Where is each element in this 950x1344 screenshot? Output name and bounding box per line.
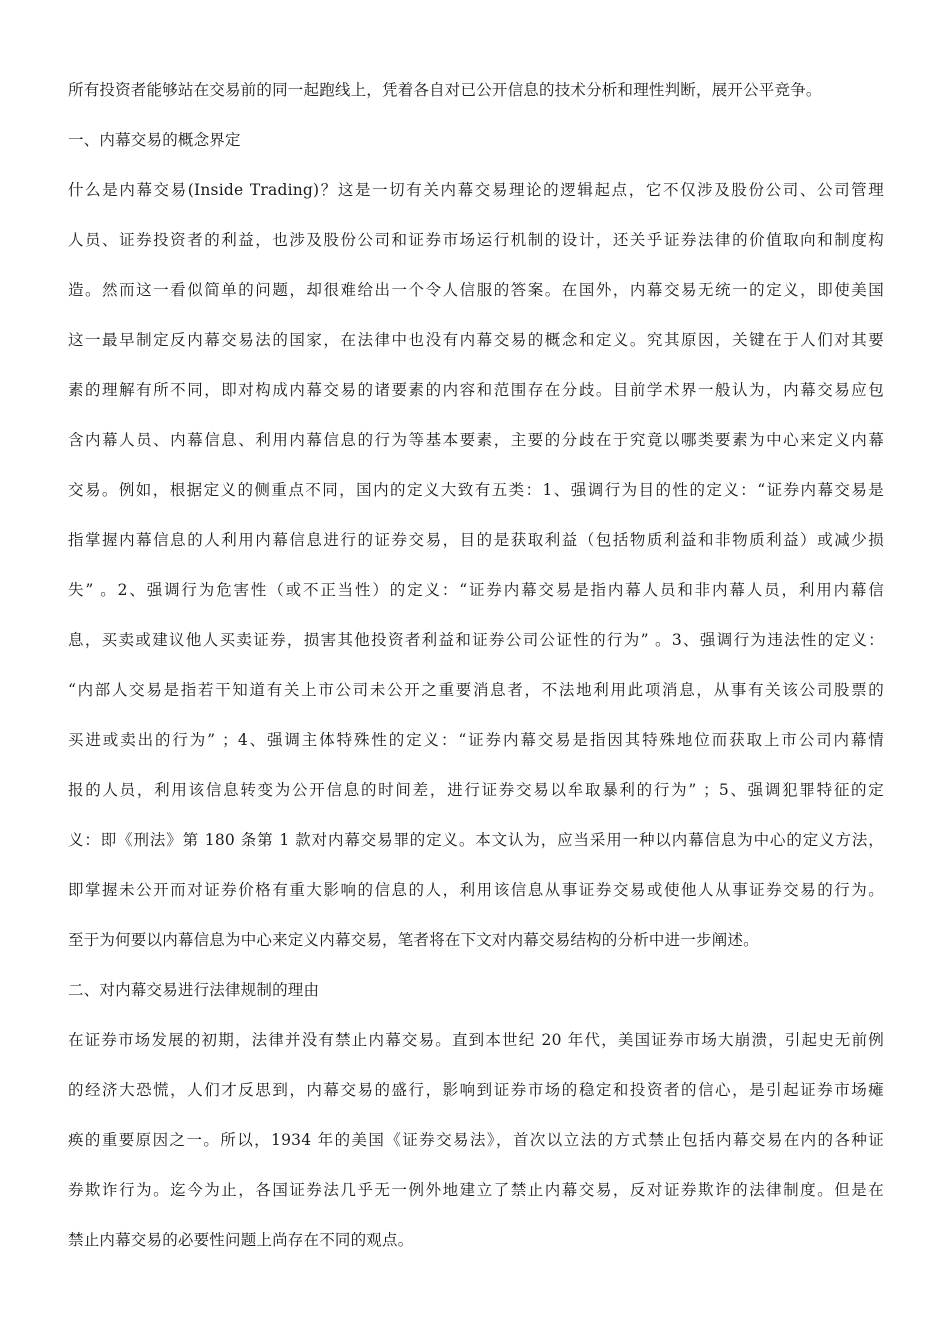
paragraph-line: 即掌握未公开而对证券价格有重大影响的信息的人，利用该信息从事证券交易或使他人从事证券交易的行为。 xyxy=(68,881,884,899)
paragraph-line: 所有投资者能够站在交易前的同一起跑线上，凭着各自对已公开信息的技术分析和理性判断，展开公平竞争。 xyxy=(68,81,822,99)
paragraph-line: 含内幕人员、内幕信息、利用内幕信息的行为等基本要素，主要的分歧在于究竟以哪类要素为中心来定义内幕 xyxy=(68,431,884,449)
paragraph-line: 买进或卖出的行为” ；4、强调主体特殊性的定义：“证券内幕交易是指因其特殊地位而获取上市公司内幕情 xyxy=(68,731,884,749)
paragraph-line: “内部人交易是指若干知道有关上市公司未公开之重要消息者，不法地利用此项消息，从事有关该公司股票的 xyxy=(68,681,884,699)
paragraph-line: 人员、证券投资者的利益，也涉及股份公司和证券市场运行机制的设计，还关乎证券法律的价值取向和制度构 xyxy=(68,231,884,249)
paragraph-line: 在证券市场发展的初期，法律并没有禁止内幕交易。直到本世纪 20 年代，美国证券市场大崩溃，引起史无前例 xyxy=(68,1031,884,1049)
section-heading: 二、对内幕交易进行法律规制的理由 xyxy=(68,981,320,999)
paragraph-line: 的经济大恐慌，人们才反思到，内幕交易的盛行，影响到证券市场的稳定和投资者的信心，是引起证券市场瘫 xyxy=(68,1081,884,1099)
paragraph-line: 交易。例如，根据定义的侧重点不同，国内的定义大致有五类：1、强调行为目的性的定义：“证券内幕交易是 xyxy=(68,481,884,499)
paragraph-line: 素的理解有所不同，即对构成内幕交易的诸要素的内容和范围存在分歧。目前学术界一般认为，内幕交易应包 xyxy=(68,381,884,399)
paragraph-line: 息，买卖或建议他人买卖证券，损害其他投资者利益和证券公司公证性的行为” 。3、强调行为违法性的定义： xyxy=(68,631,884,649)
paragraph-line: 券欺诈行为。迄今为止，各国证券法几乎无一例外地建立了禁止内幕交易，反对证券欺诈的法律制度。但是在 xyxy=(68,1181,884,1199)
paragraph-line: 痪的重要原因之一。所以，1934 年的美国《证券交易法》，首次以立法的方式禁止包括内幕交易在内的各种证 xyxy=(68,1131,884,1149)
paragraph-line: 禁止内幕交易的必要性问题上尚存在不同的观点。 xyxy=(68,1231,414,1249)
paragraph-line: 义：即《刑法》第 180 条第 1 款对内幕交易罪的定义。本文认为，应当采用一种以内幕信息为中心的定义方法， xyxy=(68,831,884,849)
paragraph-line: 这一最早制定反内幕交易法的国家，在法律中也没有内幕交易的概念和定义。究其原因，关键在于人们对其要 xyxy=(68,331,884,349)
paragraph-line: 指掌握内幕信息的人利用内幕信息进行的证券交易，目的是获取利益（包括物质利益和非物质利益）或减少损 xyxy=(68,531,884,549)
paragraph-line: 什么是内幕交易(Inside Trading)？这是一切有关内幕交易理论的逻辑起点，它不仅涉及股份公司、公司管理 xyxy=(68,181,884,199)
section-heading: 一、内幕交易的概念界定 xyxy=(68,131,241,149)
paragraph-line: 失” 。2、强调行为危害性（或不正当性）的定义：“证券内幕交易是指内幕人员和非内幕人员，利用内幕信 xyxy=(68,581,884,599)
paragraph-line: 造。然而这一看似简单的问题，却很难给出一个令人信服的答案。在国外，内幕交易无统一的定义，即使美国 xyxy=(68,281,884,299)
paragraph-line: 至于为何要以内幕信息为中心来定义内幕交易，笔者将在下文对内幕交易结构的分析中进一步阐述。 xyxy=(68,931,759,949)
paragraph-line: 报的人员，利用该信息转变为公开信息的时间差，进行证券交易以牟取暴利的行为” ；5、强调犯罪特征的定 xyxy=(68,781,884,799)
